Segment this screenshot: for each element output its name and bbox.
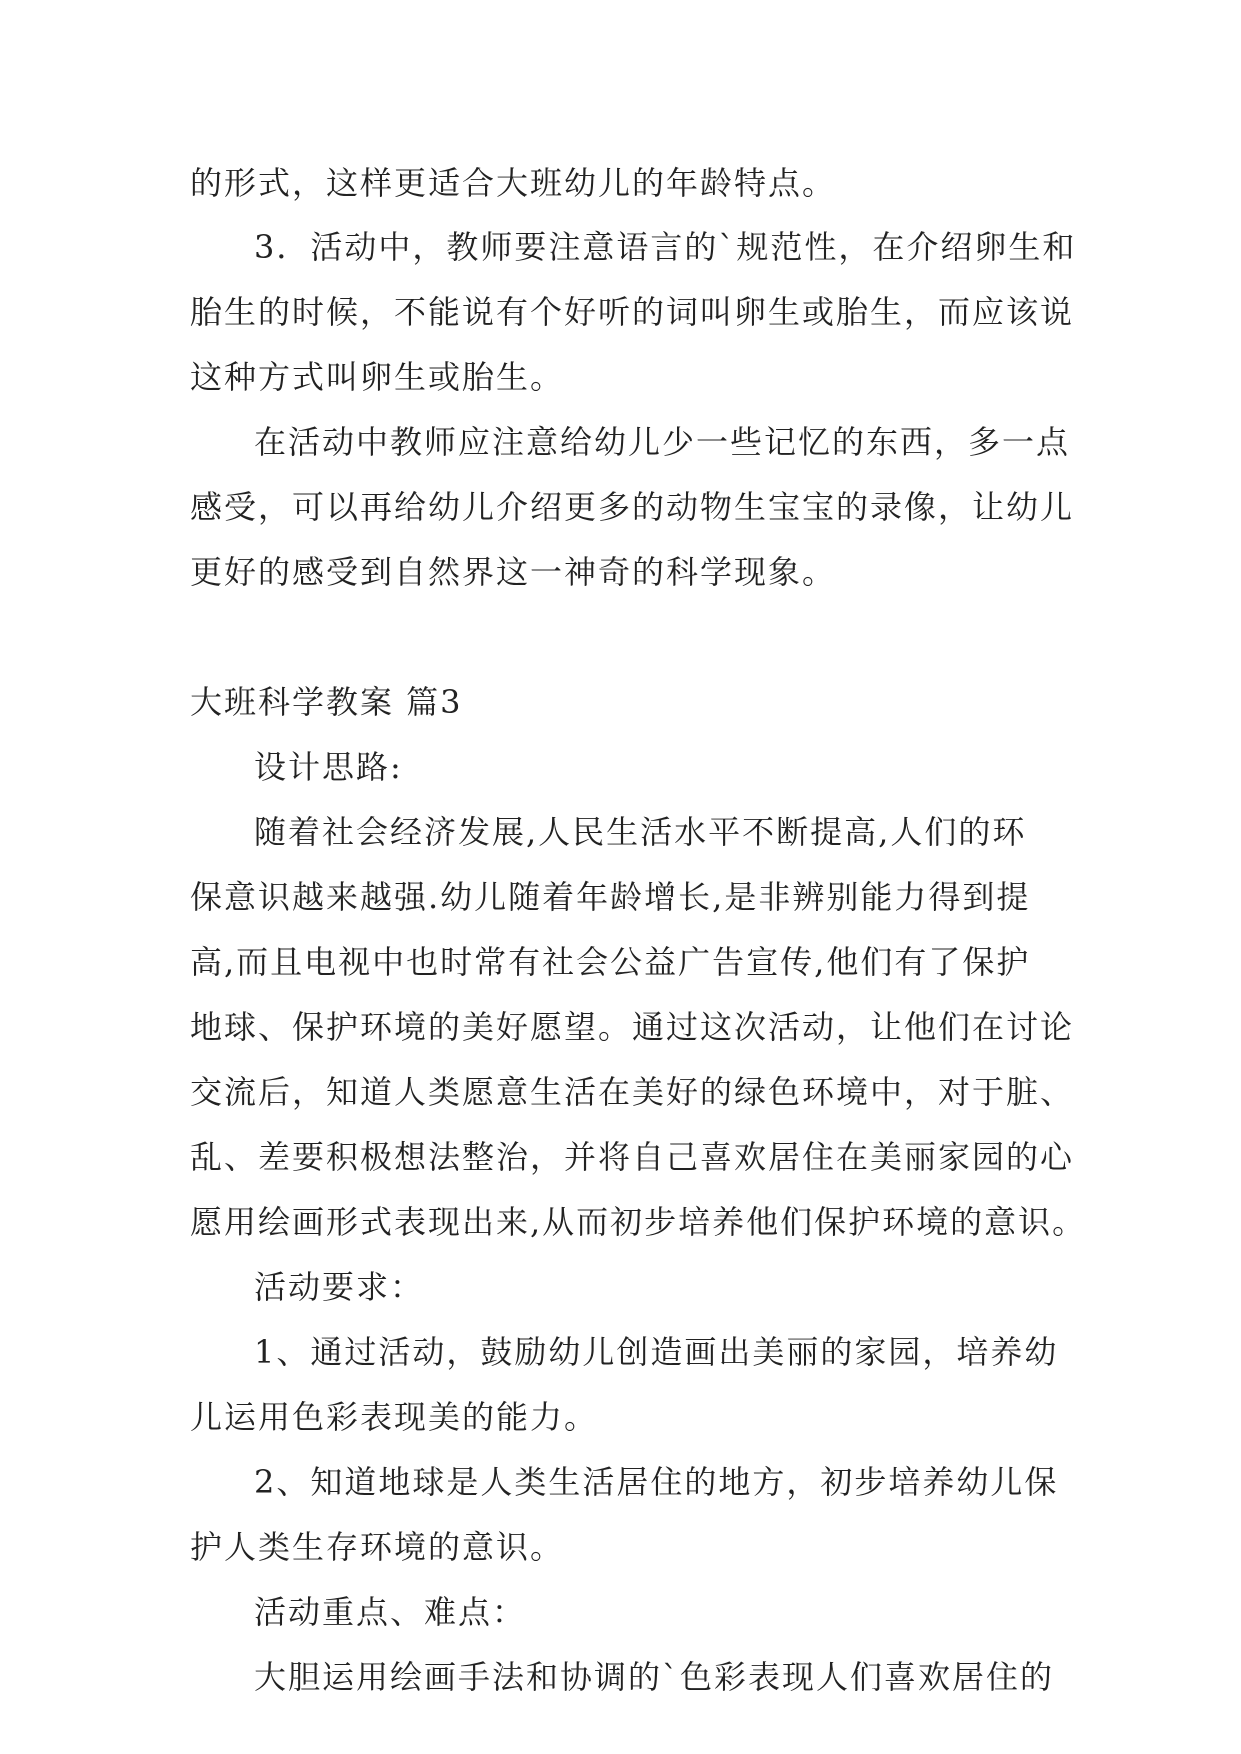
text-line: 地球、保护环境的美好愿望。通过这次活动，让他们在讨论 <box>190 1008 1075 1046</box>
text-line: 的形式，这样更适合大班幼儿的年龄特点。 <box>190 164 837 202</box>
text-line: 胎生的时候，不能说有个好听的词叫卵生或胎生，而应该说 <box>190 293 1075 331</box>
section-heading: 大班科学教案 篇3 <box>190 683 463 721</box>
text-line: 1、通过活动，鼓励幼儿创造画出美丽的家园，培养幼 <box>254 1333 1059 1371</box>
text-line: 在活动中教师应注意给幼儿少一些记忆的东西，多一点 <box>254 423 1071 461</box>
text-line: 护人类生存环境的意识。 <box>190 1528 565 1566</box>
text-line: 大胆运用绘画手法和协调的`色彩表现人们喜欢居住的 <box>254 1658 1055 1696</box>
text-line: 2、知道地球是人类生活居住的地方，初步培养幼儿保 <box>254 1463 1059 1501</box>
text-line: 乱、差要积极想法整治，并将自己喜欢居住在美丽家园的心 <box>190 1138 1075 1176</box>
text-line: 感受，可以再给幼儿介绍更多的动物生宝宝的录像，让幼儿 <box>190 488 1075 526</box>
text-line: 这种方式叫卵生或胎生。 <box>190 358 565 396</box>
text-line: 随着社会经济发展,人民生活水平不断提高,人们的环 <box>254 813 1027 851</box>
text-line: 3．活动中，教师要注意语言的`规范性，在介绍卵生和 <box>254 228 1077 266</box>
text-line: 高,而且电视中也时常有社会公益广告宣传,他们有了保护 <box>190 943 1031 981</box>
text-line: 交流后，知道人类愿意生活在美好的绿色环境中，对于脏、 <box>190 1073 1075 1111</box>
text-line: 愿用绘画形式表现出来,从而初步培养他们保护环境的意识。 <box>190 1203 1087 1241</box>
text-line: 更好的感受到自然界这一神奇的科学现象。 <box>190 553 837 591</box>
text-line: 儿运用色彩表现美的能力。 <box>190 1398 599 1436</box>
text-line: 活动重点、难点： <box>254 1593 527 1631</box>
text-line: 活动要求： <box>254 1268 425 1306</box>
text-line: 设计思路: <box>254 748 403 786</box>
text-line: 保意识越来越强.幼儿随着年龄增长,是非辨别能力得到提 <box>190 878 1031 916</box>
